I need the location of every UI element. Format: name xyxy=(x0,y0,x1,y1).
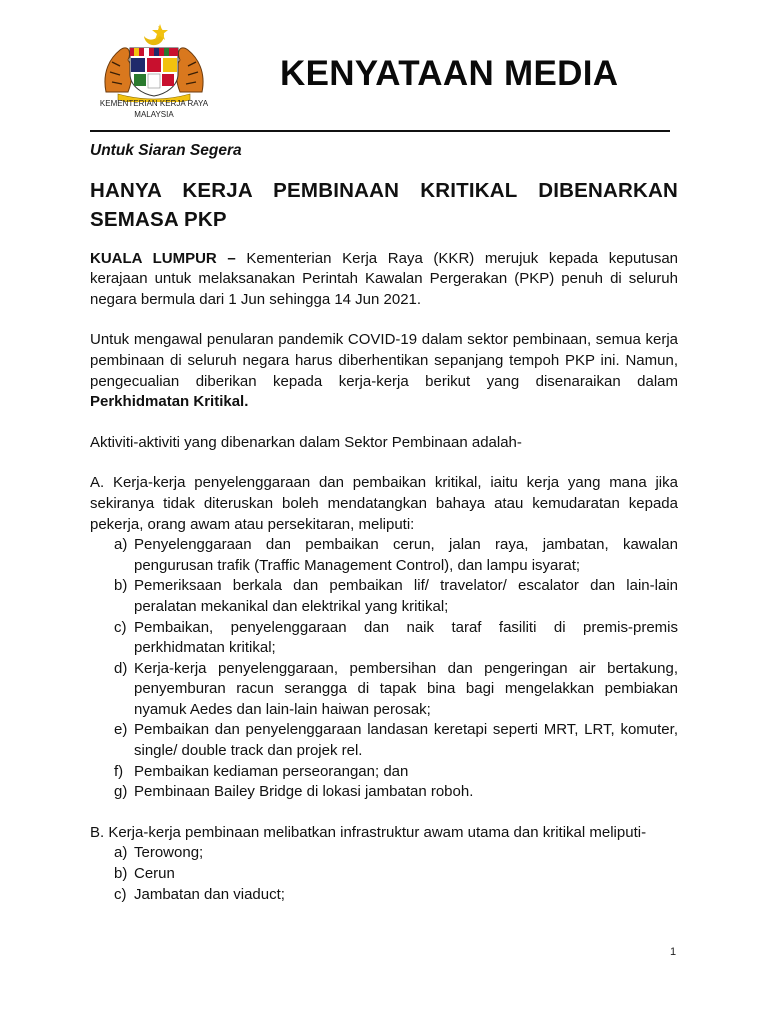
list-item-text: Pembaikan kediaman perseorangan; dan xyxy=(134,762,409,780)
section-a-title: A. Kerja-kerja penyelenggaraan dan pembaikan kritikal, iaitu kerja yang mana jika sekiranya tidak diteruskan boleh mendatangkan bahaya atau kemudaratan kepada pekerja, orang awam atau persekitaran, meliputi: xyxy=(90,474,678,533)
list-marker: a) xyxy=(114,844,128,862)
right-tiger-icon xyxy=(176,48,203,92)
list-item xyxy=(90,864,678,885)
ministry-name xyxy=(84,98,224,120)
list-item-text: Kerja-kerja penyelenggaraan, pembersihan dan pengeringan air bertakung, penyemburan racun serangga di tapak bina bagi mengelakkan pembiakan nyamuk Aedes dan lain-lain haiwan perosak; xyxy=(134,659,678,718)
list-marker: c) xyxy=(114,618,127,636)
header-divider xyxy=(90,130,670,132)
list-item-text: Jambatan dan viaduct; xyxy=(134,885,285,903)
intro-line: Aktiviti-aktiviti yang dibenarkan dalam Sektor Pembinaan adalah- xyxy=(90,433,522,451)
banner-title: KENYATAAN MEDIA xyxy=(280,54,619,93)
section-b-title: B. Kerja-kerja pembinaan melibatkan infrastruktur awam utama dan kritikal meliputi- xyxy=(90,823,647,841)
coat-of-arms-logo xyxy=(98,22,210,102)
list-marker: g) xyxy=(114,783,128,801)
document-body xyxy=(90,141,678,905)
ministry-name-line1: KEMENTERIAN KERJA RAYA xyxy=(99,99,209,108)
section-b-list xyxy=(90,843,678,905)
ministry-name-line2: MALAYSIA xyxy=(134,110,174,119)
list-item-text: Penyelenggaraan dan pembaikan cerun, jalan raya, jambatan, kawalan pengurusan trafik (Traffic Management Control), dan lampu isyarat; xyxy=(134,536,678,574)
list-item-text: Pembaikan dan penyelenggaraan landasan keretapi seperti MRT, LRT, komuter, single/ double track dan projek rel. xyxy=(134,721,678,760)
release-label: Untuk Siaran Segera xyxy=(90,142,242,159)
lead-text: Kementerian Kerja Raya (KKR) merujuk kepada keputusan kerajaan untuk melaksanakan Perintah Kawalan Pergerakan (PKP) penuh di seluruh negara bermula dari 1 Jun sehingga 14 Jun 2021. xyxy=(90,249,678,308)
list-marker: b) xyxy=(114,577,128,595)
list-item xyxy=(90,720,678,761)
list-item xyxy=(90,618,678,659)
list-item xyxy=(90,659,678,721)
dateline: KUALA LUMPUR – xyxy=(90,249,236,267)
list-marker: f) xyxy=(114,762,124,780)
list-marker: c) xyxy=(114,885,127,903)
exception-text: Untuk mengawal penularan pandemik COVID-19 dalam sektor pembinaan, semua kerja pembinaan di seluruh negara harus diberhentikan sepanjang tempoh PKP ini. Namun, pengecualian diberikan kepada kerja-kerja berikut yang disenaraikan dalam xyxy=(90,331,678,390)
lead-paragraph xyxy=(90,249,678,311)
list-item xyxy=(90,535,678,576)
list-item-text: Cerun xyxy=(134,865,175,883)
list-marker: b) xyxy=(114,865,128,883)
list-marker: a) xyxy=(114,536,128,554)
list-marker: e) xyxy=(114,721,128,739)
list-item-text: Pembinaan Bailey Bridge di lokasi jambatan roboh. xyxy=(134,783,474,801)
list-item-text: Pemeriksaan berkala dan pembaikan lif/ travelator/ escalator dan lain-lain peralatan mekanikal dan elektrikal yang kritikal; xyxy=(134,577,678,615)
list-item xyxy=(90,782,678,803)
list-item xyxy=(90,885,678,906)
list-item-text: Terowong; xyxy=(134,844,204,862)
exception-emphasis: Perkhidmatan Kritikal. xyxy=(90,393,249,411)
section-a-list xyxy=(90,535,678,803)
list-item xyxy=(90,576,678,617)
exception-paragraph xyxy=(90,330,678,412)
list-item-text: Pembaikan, penyelenggaraan dan naik taraf fasiliti di premis-premis perkhidmatan kritikal; xyxy=(134,618,678,657)
page-number: 1 xyxy=(670,946,677,958)
headline: HANYA KERJA PEMBINAAN KRITIKAL DIBENARKAN SEMASA PKP xyxy=(90,178,678,231)
list-item xyxy=(90,762,678,783)
list-item xyxy=(90,843,678,864)
list-marker: d) xyxy=(114,659,128,677)
left-tiger-icon xyxy=(105,48,132,92)
